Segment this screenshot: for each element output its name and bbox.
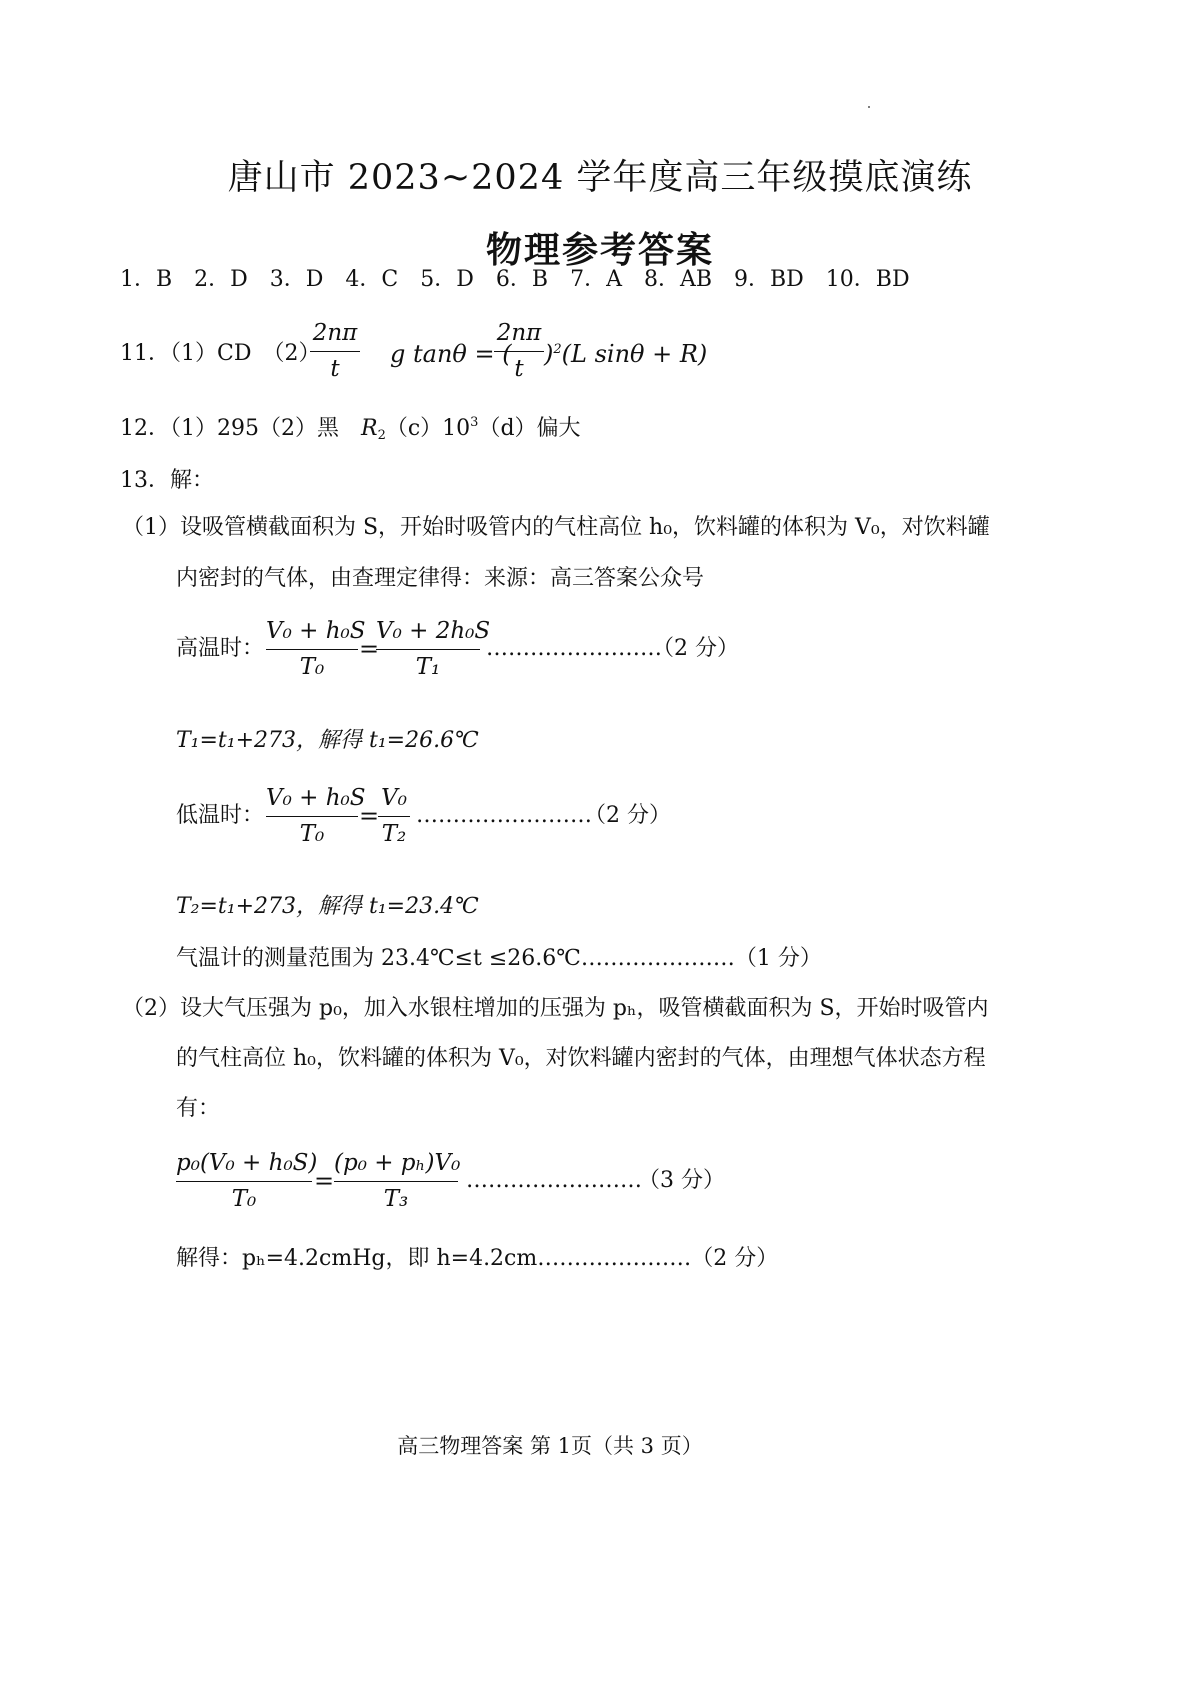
fraction-bar: [334, 1181, 458, 1182]
q13-eq1-right-denominator: T₁: [415, 654, 441, 680]
q11-equation-rhs: )$^2$(L sinθ + R): [544, 340, 708, 368]
q13-eq2-leader-dots: ……………………: [416, 803, 592, 828]
q13-eq3-left-fraction: [176, 1150, 318, 1212]
q13-result-2: T₂=t₁+273，解得 t₁=23.4℃: [176, 894, 479, 919]
q13-eq2-score: （2 分）: [584, 803, 671, 828]
q13-eq2-right-denominator: T₂: [381, 821, 407, 847]
q13-result-1: T₁=t₁+273，解得 t₁=26.6℃: [176, 728, 479, 753]
q13-eq1-left-numerator: V₀ + h₀S: [266, 618, 366, 644]
fraction-bar: [310, 351, 360, 352]
q13-eq3-left-denominator: T₀: [231, 1186, 257, 1212]
equals-sign: =: [359, 802, 380, 830]
fraction-bar: [176, 1181, 312, 1182]
q12-part-a: 12．（1）295（2）黑: [120, 416, 361, 441]
q13-eq2-left-fraction: [266, 785, 366, 847]
q13-eq3-score: （3 分）: [638, 1168, 725, 1193]
q12-part-b: （c）10: [385, 416, 471, 441]
q13-eq3-right-fraction: [334, 1150, 461, 1212]
q13-eq3-right-numerator: (p₀ + pₕ)V₀: [334, 1150, 461, 1176]
q13-eq1-right-numerator: V₀ + 2h₀S: [376, 618, 491, 644]
q11-equation-lhs: g tanθ = (: [390, 340, 512, 368]
q13-heading: 13．解：: [120, 468, 214, 493]
q13-eq3-left-numerator: p₀(V₀ + h₀S): [176, 1150, 318, 1176]
q13-result-3: 解得：pₕ=4.2cmHg，即 h=4.2cm…………………（2 分）: [176, 1246, 779, 1271]
q11-fraction-2: [494, 322, 544, 381]
fraction-bar: [378, 816, 410, 817]
q13-part2-line3: 有：: [176, 1096, 221, 1121]
q11-fraction-2-denominator: t: [514, 356, 524, 382]
q13-part1-line2: 内密封的气体，由查理定律得：来源：高三答案公众号: [176, 566, 705, 591]
q11-fraction-1: [310, 322, 360, 381]
q11-fraction-1-denominator: t: [330, 356, 340, 382]
fraction-bar: [266, 649, 358, 650]
scan-speck: [868, 106, 870, 108]
q11-fraction-2-numerator: 2nπ: [496, 320, 542, 346]
equals-sign: =: [359, 635, 380, 663]
q13-part2-line2: 的气柱高位 h₀，饮料罐的体积为 V₀，对饮料罐内密封的气体，由理想气体状态方程: [176, 1046, 986, 1071]
q13-eq1-score: （2 分）: [652, 636, 739, 661]
q13-eq2-left-numerator: V₀ + h₀S: [266, 785, 366, 811]
q13-eq1-left-denominator: T₀: [299, 654, 325, 680]
mc-answers: 1．B 2．D 3．D 4．C 5．D 6．B 7．A 8．AB 9．BD 10．BD: [120, 267, 910, 292]
fraction-bar: [266, 816, 358, 817]
q13-measure-range: 气温计的测量范围为 23.4℃≤t ≤26.6℃…………………（1 分）: [176, 946, 822, 971]
q13-eq3-right-denominator: T₃: [383, 1186, 409, 1212]
q13-eq3-leader-dots: ……………………: [466, 1168, 642, 1193]
page-footer: 高三物理答案 第 1页（共 3 页）: [397, 1434, 703, 1458]
q12-part-c: （d）偏大: [478, 416, 581, 441]
q13-eq1-left-fraction: [266, 618, 366, 680]
q11-rhs-text: (L sinθ + R): [561, 340, 708, 368]
q13-part2-line1: （2）设大气压强为 p₀，加入水银柱增加的压强为 pₕ，吸管横截面积为 S，开始时吸管内: [122, 996, 989, 1021]
q12-answers: [120, 415, 581, 443]
equals-sign: =: [314, 1167, 335, 1195]
q12-resistor-sub: 2: [377, 428, 386, 443]
q13-eq1-right-fraction: [376, 618, 491, 680]
q13-eq1-leader-dots: ……………………: [486, 636, 662, 661]
q13-low-temp-label: 低温时：: [176, 803, 265, 828]
fraction-bar: [376, 649, 480, 650]
q13-eq2-left-denominator: T₀: [299, 821, 325, 847]
document-subtitle: 物理参考答案: [485, 229, 714, 271]
fraction-bar: [494, 351, 544, 352]
q13-high-temp-label: 高温时：: [176, 636, 265, 661]
q12-exponent: 3: [470, 415, 479, 430]
document-title: 唐山市 2023~2024 学年度高三年级摸底演练: [227, 158, 973, 198]
q11-fraction-1-numerator: 2nπ: [312, 320, 358, 346]
q11-prefix: 11．（1）CD （2）: [120, 341, 321, 366]
q13-part1-line1: （1）设吸管横截面积为 S，开始时吸管内的气柱高位 h₀，饮料罐的体积为 V₀，对饮料罐: [122, 515, 990, 540]
q12-resistor: R: [360, 416, 378, 441]
q13-eq2-right-numerator: V₀: [381, 785, 407, 811]
q13-eq2-right-fraction: [378, 787, 410, 846]
